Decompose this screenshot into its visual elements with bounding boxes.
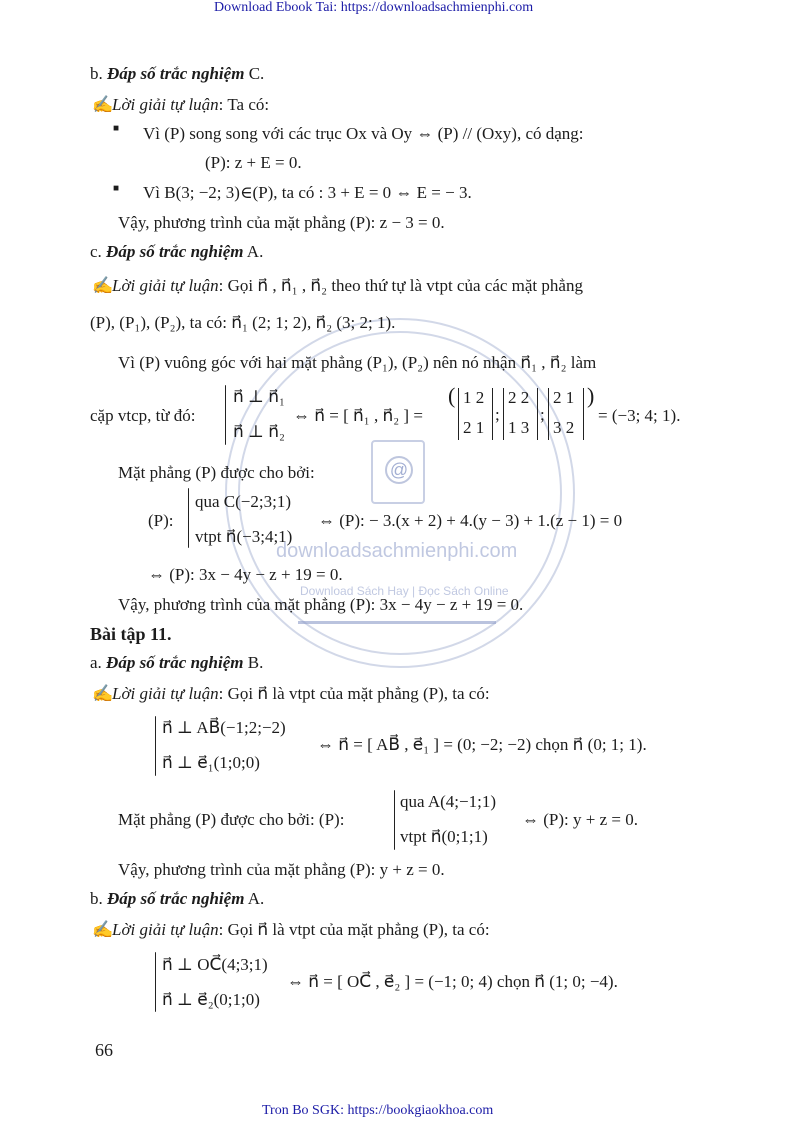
equation-line: ⇔ n⃗ = [ OC⃗ , e⃗₂ ] = (−1; 0; 4) chọn n⃗ (1; 0; −4). <box>287 972 618 991</box>
paren-left: ( <box>448 383 456 408</box>
equation-line: = (−3; 4; 1). <box>598 406 681 425</box>
exercise-heading: Bài tập 11. <box>90 624 172 644</box>
item-a-label: a. Đáp số trắc nghiệm B. <box>90 653 264 672</box>
pencil-icon: ✍ <box>92 276 114 295</box>
paren-right: ) <box>587 383 595 408</box>
text-line: Mặt phẳng (P) được cho bởi: <box>118 463 315 482</box>
system-row: n⃗ ⊥ n⃗₂ <box>233 422 285 441</box>
det-bar <box>548 388 549 440</box>
det-entry: 2 2 <box>508 388 530 407</box>
bullet-icon: ■ <box>113 123 120 134</box>
equation-line: ⇔ (P): 3x − 4y − z + 19 = 0. <box>148 565 343 584</box>
system-row: vtpt n⃗(−3;4;1) <box>195 527 293 546</box>
item-b-label: b. Đáp số trắc nghiệm C. <box>90 64 265 83</box>
pencil-icon: ✍ <box>92 684 114 703</box>
system-brace <box>188 488 189 548</box>
watermark-tagline: Download Sách Hay | Đọc Sách Online <box>300 584 509 598</box>
system-row: n⃗ ⊥ e⃗₁(1;0;0) <box>162 753 260 772</box>
text-line: Vì (P) song song với các trục Ox và Oy ⇔ (P) // (Oxy), có dạng: <box>143 124 584 143</box>
solution-line: ✍Lời giải tự luận: Ta có: <box>92 95 270 114</box>
item-b-label: b. Đáp số trắc nghiệm A. <box>90 889 265 908</box>
det-sep: ; <box>495 405 500 424</box>
page-number: 66 <box>95 1040 113 1060</box>
det-entry: 1 2 <box>463 388 485 407</box>
text-line: Mặt phẳng (P) được cho bởi: (P): <box>118 810 345 829</box>
text-line: (P), (P₁), (P₂), ta có: n⃗₁ (2; 1; 2), n⃗₂ (3; 2; 1). <box>90 313 396 332</box>
system-brace <box>155 952 156 1012</box>
system-row: qua A(4;−1;1) <box>400 792 496 811</box>
pencil-icon: ✍ <box>92 920 114 939</box>
det-bar <box>503 388 504 440</box>
det-bar <box>583 388 584 440</box>
det-bar <box>458 388 459 440</box>
text-line: Vì B(3; −2; 3)∈(P), ta có : 3 + E = 0 ⇔ E = − 3. <box>143 183 472 202</box>
equation-line: ⇔ (P): y + z = 0. <box>522 810 638 829</box>
solution-line: ✍Lời giải tự luận: Gọi n⃗ là vtpt của mặt phẳng (P), ta có: <box>92 684 490 703</box>
system-row: n⃗ ⊥ e⃗₂(0;1;0) <box>162 990 260 1009</box>
det-entry: 2 1 <box>463 418 485 437</box>
text-line: Vì (P) vuông góc với hai mặt phẳng (P₁), (P₂) nên nó nhận n⃗₁ , n⃗₂ làm <box>118 353 597 372</box>
equation-line: ⇔ (P): − 3.(x + 2) + 4.(y − 3) + 1.(z − 1) = 0 <box>318 511 623 530</box>
system-brace <box>394 790 395 850</box>
det-sep: ; <box>540 405 545 424</box>
item-c-label: c. Đáp số trắc nghiệm A. <box>90 242 264 261</box>
equation-line: ⇔ n⃗ = [ AB⃗ , e⃗₁ ] = (0; −2; −2) chọn n⃗ (0; 1; 1). <box>317 735 647 754</box>
det-bar <box>537 388 538 440</box>
system-row: vtpt n⃗(0;1;1) <box>400 827 488 846</box>
conclusion-line: Vậy, phương trình của mặt phẳng (P): z − 3 = 0. <box>118 213 445 232</box>
plane-label: (P): <box>148 511 174 530</box>
conclusion-line: Vậy, phương trình của mặt phẳng (P): 3x − 4y − z + 19 = 0. <box>118 595 524 614</box>
system-row: n⃗ ⊥ AB⃗(−1;2;−2) <box>162 718 286 737</box>
header-download-link[interactable]: Download Ebook Tai: https://downloadsachmienphi.com <box>214 0 534 15</box>
system-row: n⃗ ⊥ n⃗₁ <box>233 387 285 406</box>
det-entry: 3 2 <box>553 418 575 437</box>
system-row: qua C(−2;3;1) <box>195 492 291 511</box>
det-bar <box>492 388 493 440</box>
pencil-icon: ✍ <box>92 95 114 114</box>
watermark-site: downloadsachmienphi.com <box>276 540 518 562</box>
watermark-underline <box>298 621 496 624</box>
equation-line: ⇔ n⃗ = [ n⃗₁ , n⃗₂ ] = <box>293 406 423 425</box>
bullet-icon: ■ <box>113 183 120 194</box>
solution-line: ✍Lời giải tự luận: Gọi n⃗ là vtpt của mặt phẳng (P), ta có: <box>92 920 490 939</box>
solution-line: ✍Lời giải tự luận: Gọi n⃗ , n⃗₁ , n⃗₂ theo thứ tự là vtpt của các mặt phẳng <box>92 276 583 295</box>
book-at-icon: @ <box>371 440 425 504</box>
system-brace <box>225 385 226 445</box>
text-line: cặp vtcp, từ đó: <box>90 406 196 425</box>
system-row: n⃗ ⊥ OC⃗(4;3;1) <box>162 955 268 974</box>
footer-sgk-link[interactable]: Tron Bo SGK: https://bookgiaokhoa.com <box>262 1103 494 1118</box>
equation-line: (P): z + E = 0. <box>205 153 302 172</box>
det-entry: 1 3 <box>508 418 530 437</box>
conclusion-line: Vậy, phương trình của mặt phẳng (P): y + z = 0. <box>118 860 445 879</box>
system-brace <box>155 716 156 776</box>
det-entry: 2 1 <box>553 388 575 407</box>
